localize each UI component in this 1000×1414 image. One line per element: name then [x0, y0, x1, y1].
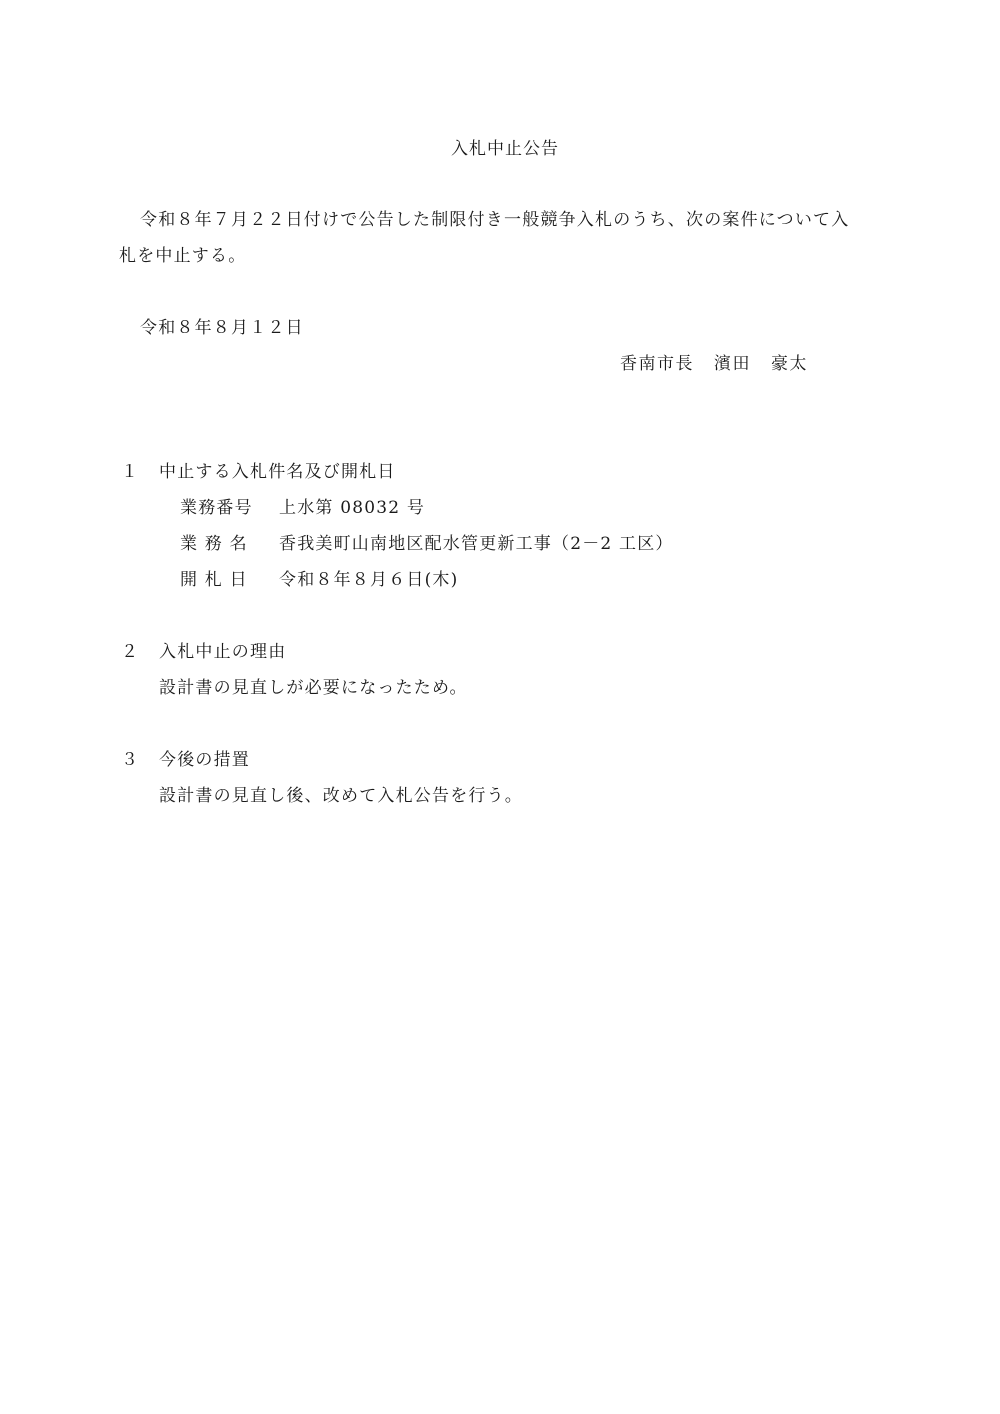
section-3-number: ３: [121, 750, 138, 770]
section-2-number: ２: [121, 642, 138, 662]
signer: [620, 356, 808, 373]
section-2-title: 入札中止の理由: [159, 642, 287, 662]
notice-date: 令和８年８月１２日: [140, 318, 304, 338]
business-number-label: 業務番号: [180, 498, 253, 518]
section-3-title: 今後の措置: [159, 750, 250, 770]
intro-paragraph-line-1: 令和８年７月２２日付けで公告した制限付き一般競争入札のうち、次の案件について入: [140, 210, 850, 230]
section-1-number: １: [121, 462, 138, 482]
intro-paragraph-line-2: 札を中止する。: [119, 246, 247, 266]
section-2-body: 設計書の見直しが必要になったため。: [159, 678, 468, 698]
business-name-value: 香我美町山南地区配水管更新工事（2－2 工区）: [279, 534, 674, 554]
business-name-label: 業 務 名: [180, 534, 248, 554]
opening-date-label: 開 札 日: [180, 570, 248, 590]
business-number-value: 上水第 08032 号: [279, 498, 426, 518]
signer-surname: 濱田: [714, 354, 751, 374]
section-3-body: 設計書の見直し後、改めて入札公告を行う。: [159, 786, 523, 806]
signer-position: 香南市長: [620, 354, 694, 374]
opening-date-value: 令和８年８月６日(木): [279, 570, 459, 590]
section-1-title: 中止する入札件名及び開札日: [159, 462, 396, 482]
signer-given-name: 豪太: [771, 354, 808, 374]
document-title: 入札中止公告: [451, 139, 559, 159]
